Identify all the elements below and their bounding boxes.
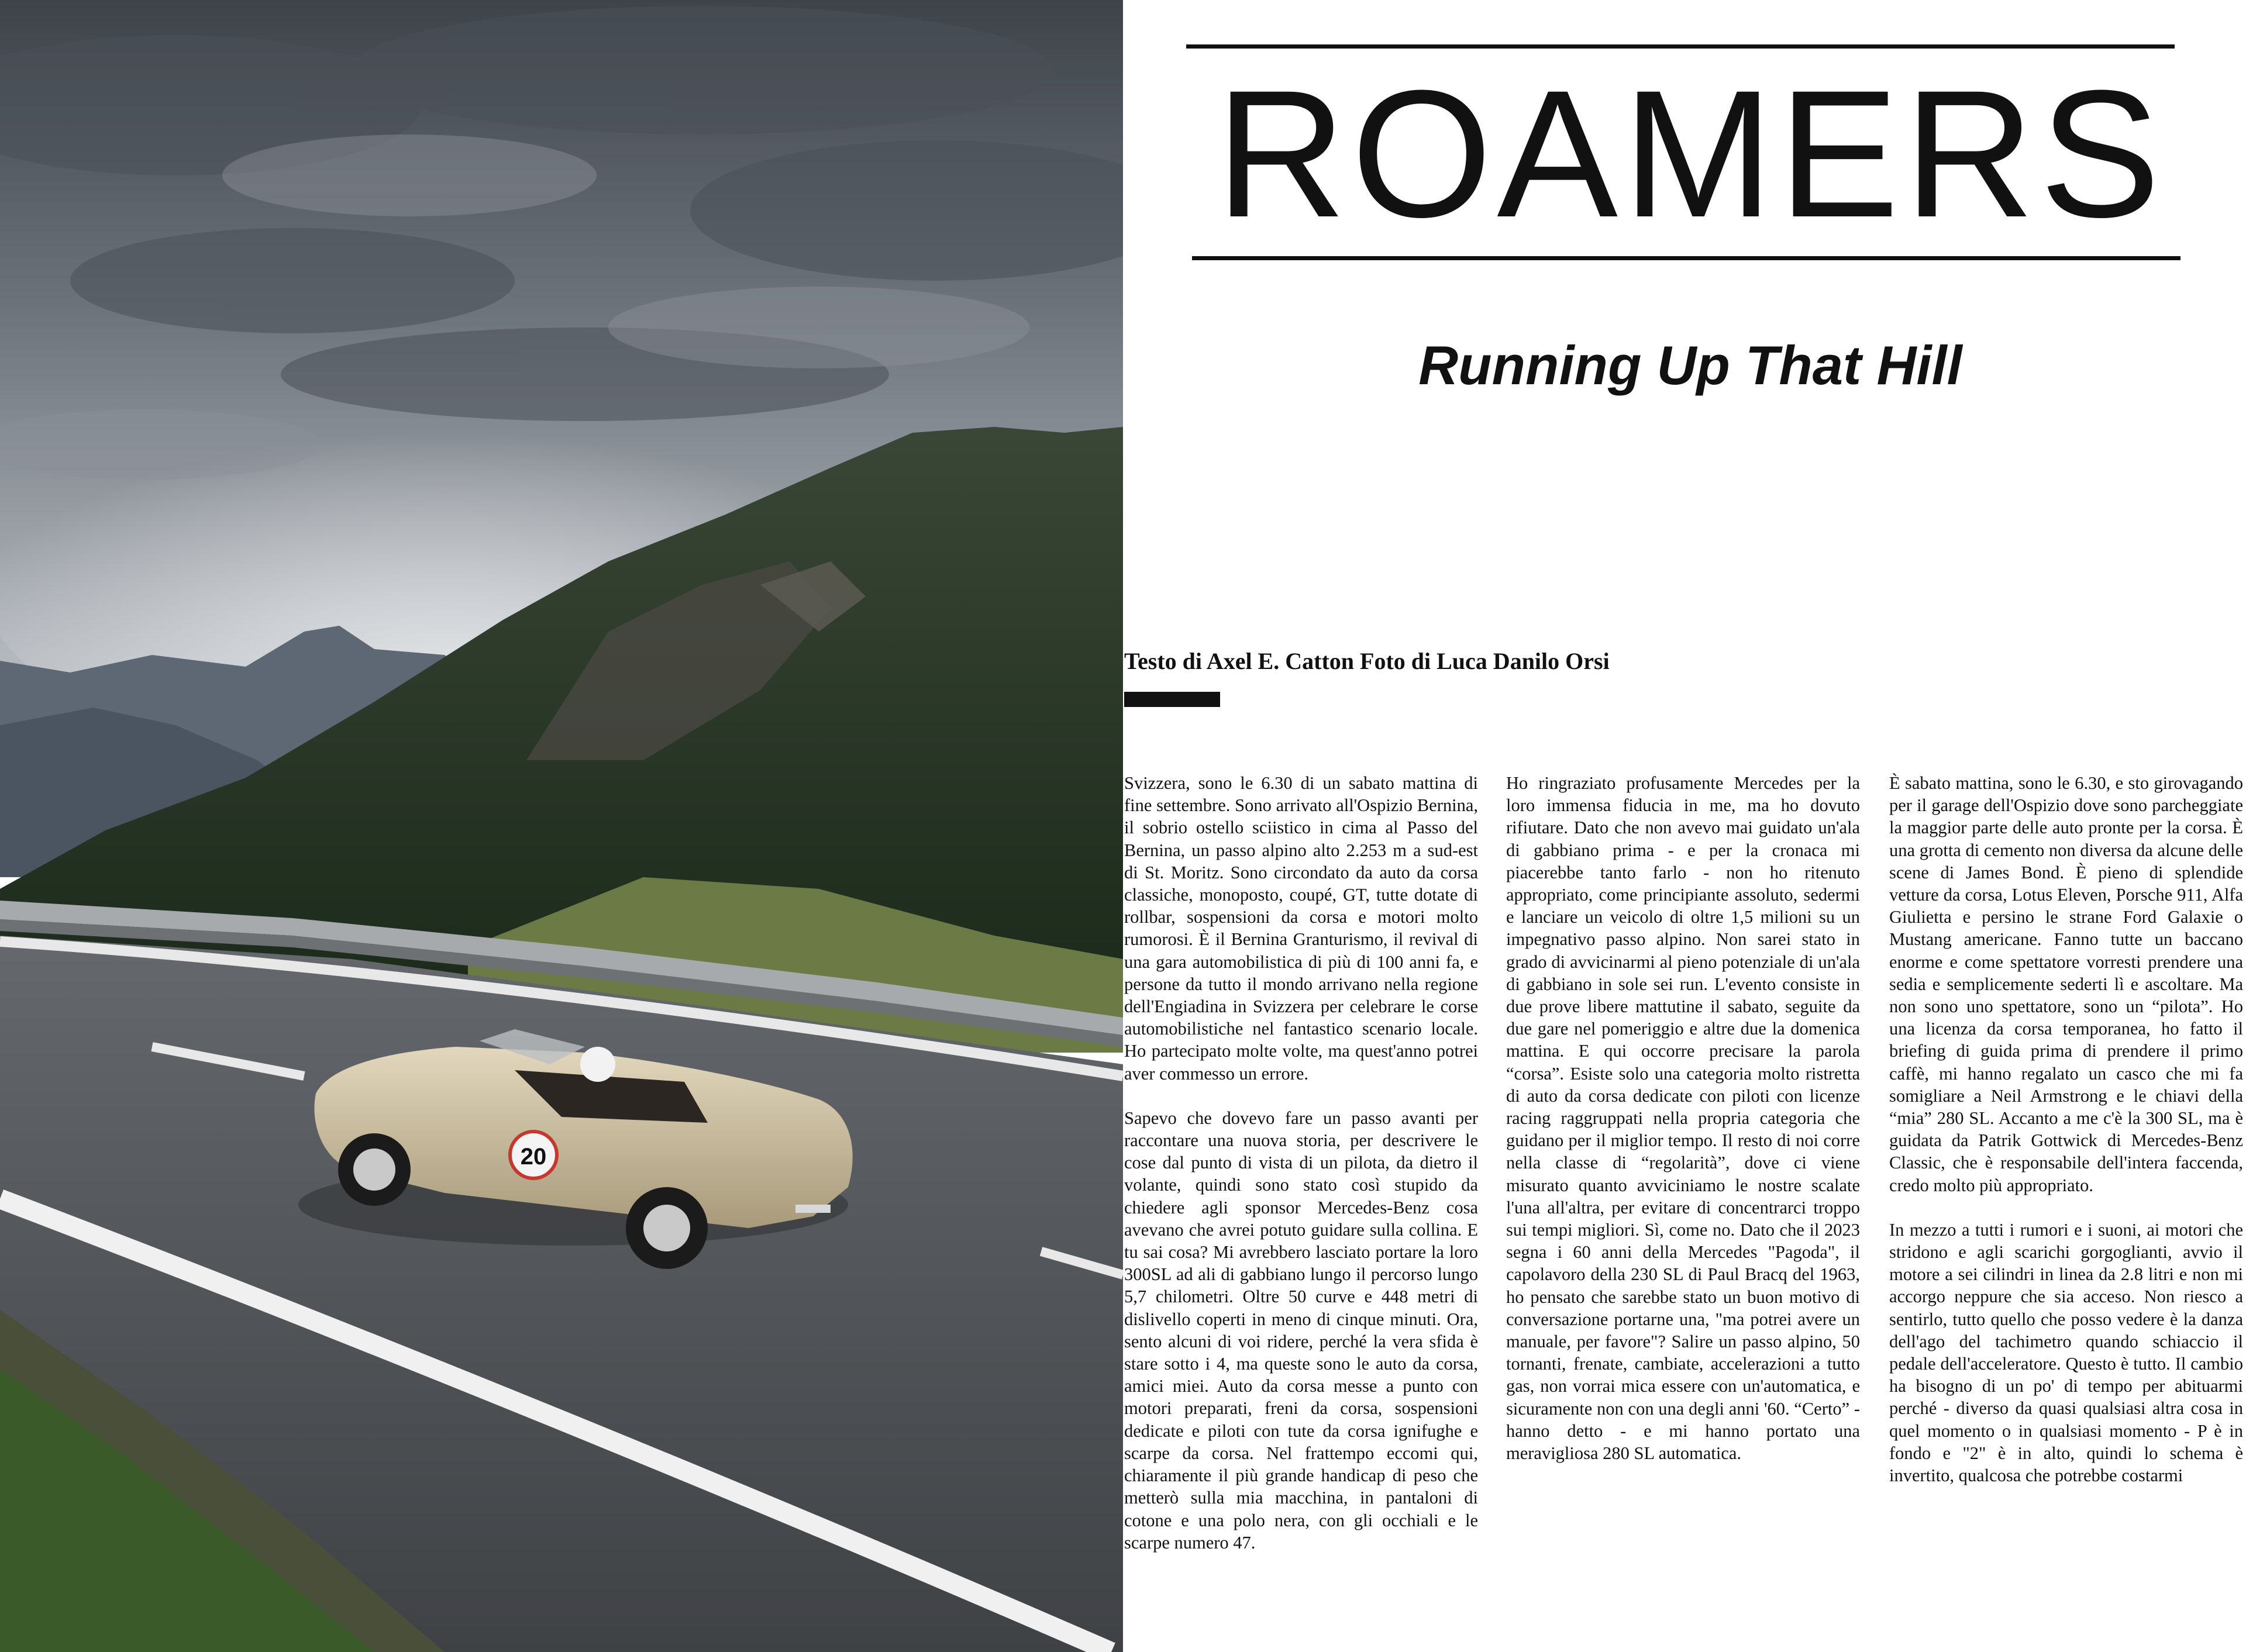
- paragraph: Ho ringraziato profusamente Mercedes per la loro immensa fiducia in me, ma ho dovuto rifiutare. Dato che non avevo mai guidato un'ala di gabbiano prima - e per la cronaca mi piacerebbe tanto farlo - non ho ritenuto appropriato, come principiante assoluto, sedermi e lanciare un veicolo di oltre 1,5 milioni su un impegnativo passo alpino. Non sarei stato in grado di avvicinarmi al pieno potenziale di un'ala di gabbiano in sole sei run. L'evento consiste in due prove libere mattutine il sabato, seguite da due gare nel pomeriggio e altre due la domenica mattina. E qui occorre precisare la parola “corsa”. Esiste solo una categoria molto ristretta di auto da corsa dedicate con piloti con licenze racing raggruppati nella propria categoria che guidano per il miglior tempo. Il resto di noi corre nella classe di “regolarità”, dove ci viene misurato quanto avviciniamo le nostre scalate l'una all'altra, per evitare di concentrarci troppo sui tempi migliori. Sì, come no. Dato che il 2023 segna i 60 anni della Mercedes "Pagoda", il capolavoro della 230 SL di Paul Bracq del 1963, ho pensato che sarebbe stato un buon motivo di conversazione portarne una, "ma potrei avere un manuale, per favore"? Salire un passo alpino, 50 tornanti, frenate, cambiate, accelerazioni a tutto gas, non vorrai mica essere con un'automatica, e sicuramente non con una degli anni '60. “Certo” - hanno detto - e mi hanno portato una meravigliosa 280 SL automatica.: [1506, 773, 1860, 1464]
- byline: Testo di Axel E. Catton Foto di Luca Danilo Orsi: [1124, 648, 1610, 674]
- paragraph: È sabato mattina, sono le 6.30, e sto girovagando per il garage dell'Ospizio dove sono parcheggiate la maggior parte delle auto pronte per la corsa. È una grotta di cemento non diversa da alcune delle scene di James Bond. È pieno di splendide vetture da corsa, Lotus Eleven, Porsche 911, Alfa Giulietta e persino le strane Ford Galaxie o Mustang americane. Fanno tutte un baccano enorme e come spettatore vorresti prendere una sedia e semplicemente sederti lì e ascoltare. Ma non sono uno spettatore, sono un “pilota”. Ho una licenza da corsa temporanea, ho fatto il briefing di guida prima di prendere il primo caffè, mi hanno regalato un casco che mi fa somigliare a Neil Armstrong e le chiavi della “mia” 280 SL. Accanto a me c'è la 300 SL, ma è guidata da Patrik Gottwick di Mercedes-Benz Classic, che è responsabile dell'intera faccenda, credo molto più appropriato.: [1889, 773, 2243, 1195]
- paragraph: In mezzo a tutti i rumori e i suoni, ai motori che stridono e agli scarichi gorgoglianti, avvio il motore a sei cilindri in linea da 2.8 litri e non mi accorgo neppure che sia acceso. Non riesco a sentirlo, tutto quello che posso vedere è la danza dell'ago del tachimetro quando schiaccio il pedale dell'acceleratore. Questo è tutto. Il cambio ha bisogno di un po' di tempo per abituarmi perché - diverso da quasi qualsiasi altra cosa in quel momento o in qualsiasi momento - P è in fondo e "2" è in alto, quindi lo schema è invertito, qualcosa che potrebbe costarmi: [1889, 1219, 2243, 1486]
- car-number: 20: [520, 1144, 547, 1170]
- article-page: [1123, 0, 2246, 1652]
- magazine-title: ROAMERS: [1215, 52, 2165, 255]
- masthead-rule-bottom: [1192, 256, 2180, 260]
- masthead-rule-top: [1186, 44, 2175, 49]
- article-column-3: [1889, 772, 2243, 1509]
- paragraph: Svizzera, sono le 6.30 di un sabato mattina di fine settembre. Sono arrivato all'Ospizio Bernina, il sobrio ostello sciistico in cima al Passo del Bernina, un passo alpino alto 2.253 m a sud-est di St. Moritz. Sono circondato da auto da corsa classiche, monoposto, coupé, GT, tutte dotate di rollbar, sospensioni da corsa e motori molto rumorosi. È il Bernina Granturismo, il revival di una gara automobilistica di più di 100 anni fa, e persone da tutto il mondo arrivano nella regione dell'Engiadina in Svizzera per celebrare le corse automobilistiche nel fantastico scenario locale. Ho partecipato molte volte, ma quest'anno potrei aver commesso un errore.: [1124, 773, 1478, 1084]
- article-subtitle: Running Up That Hill: [1418, 334, 1962, 396]
- article-column-2: [1506, 772, 1860, 1487]
- paragraph: Sapevo che dovevo fare un passo avanti per raccontare una nuova storia, per descrivere le cose dal punto di vista di un pilota, da dietro il volante, quindi sono stato così stupido da chiedere agli sponsor Mercedes-Benz cosa avevano che avrei potuto guidare sulla collina. E tu sai cosa? Mi avrebbero lasciato portare la loro 300SL ad ali di gabbiano lungo il percorso lungo 5,7 chilometri. Oltre 50 curve e 448 metri di dislivello coperti in meno di cinque minuti. Ora, sento alcuni di voi ridere, perché la vera sfida è stare sotto i 4, ma queste sono le auto da corsa, amici miei. Auto da corsa messe a punto con motori preparati, freni da corsa, sospensioni dedicate e piloti con tute da corsa ignifughe e scarpe da corsa. Nel frattempo eccomi qui, chiaramente il più grande handicap di peso che metterò sulla mia macchina, in pantaloni di cotone e una polo nera, con gli occhiali e le scarpe numero 47.: [1124, 1108, 1478, 1553]
- byline-bar: [1124, 692, 1220, 707]
- article-column-1: [1124, 772, 1478, 1576]
